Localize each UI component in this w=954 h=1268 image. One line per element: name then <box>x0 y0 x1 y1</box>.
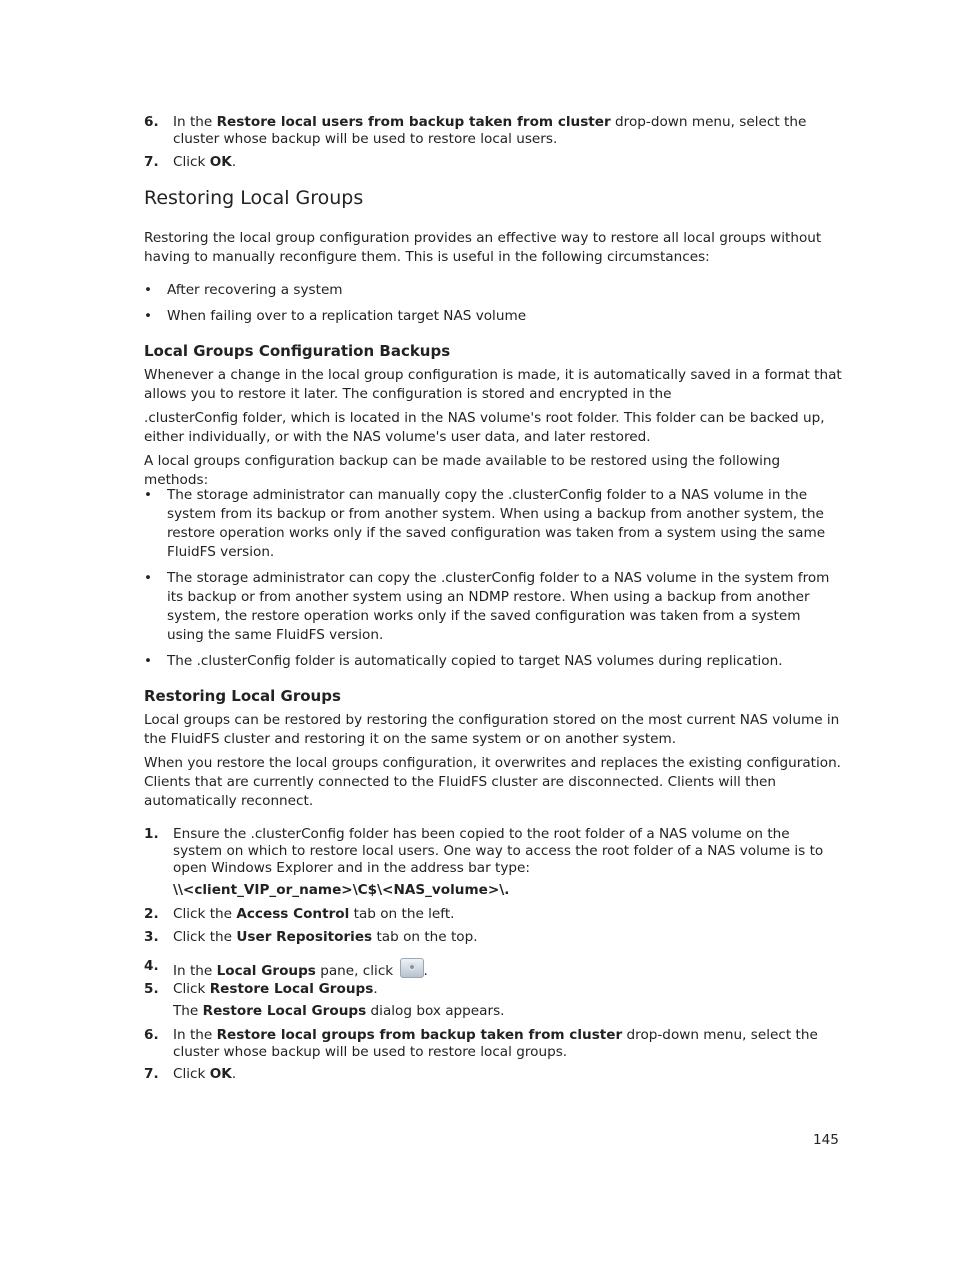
code-text: .clusterConfig <box>440 570 536 586</box>
bullet-text: folder to a NAS volume in the system from its backup or from another system using an NDMP restore. When using a backup from another system, the restore operation works only if the saved configuration was taken from a system using the same FluidFS version. <box>167 570 830 643</box>
step-bold: User Repositories <box>236 929 373 945</box>
restoring-paragraph-1: Local groups can be restored by restoring the configuration stored on the most current NAS volume in the FluidFS cluster and restoring it on the same system or on another system. <box>144 712 840 747</box>
bullet-dot: • <box>144 308 153 324</box>
circumstance-item <box>144 281 834 300</box>
bullet-dot: • <box>144 487 153 503</box>
step-text: folder has been copied to the root folder of a NAS volume on the system on which to restore local users. One way to access the root folder of a NAS volume is to open Windows Explorer and in the address bar type: <box>173 826 824 876</box>
step-number: 7. <box>144 154 159 170</box>
step-text: Click <box>173 981 210 997</box>
step-bold: Restore local users from backup taken from cluster <box>216 114 611 130</box>
step-text: Click <box>173 154 210 170</box>
step-number: 6. <box>144 114 159 130</box>
step-text: Click the <box>173 929 237 945</box>
step-number: 7. <box>144 1066 159 1082</box>
step-text: In the <box>173 1027 217 1043</box>
section-title: Restoring Local Groups <box>144 187 364 209</box>
backups-paragraph-2 <box>144 409 844 447</box>
bullet-dot: • <box>144 653 153 669</box>
bullet-dot: • <box>144 282 153 298</box>
restore-step-3 <box>144 929 834 946</box>
step-text: Click the <box>173 906 237 922</box>
step-text: drop-down menu, select the cluster whose backup will be used to restore local users. <box>173 114 807 147</box>
code-text: .clusterConfig <box>508 487 603 503</box>
code-text: .clusterConfig <box>196 653 291 669</box>
step-bold: OK <box>209 1066 232 1082</box>
step-text: . <box>423 963 428 979</box>
step-note: dialog box appears. <box>366 1003 505 1019</box>
bullet-text: After recovering a system <box>167 282 343 298</box>
step-number: 1. <box>144 826 159 842</box>
step-number: 2. <box>144 906 159 922</box>
step-text: pane, click <box>315 963 398 979</box>
subsection-title-backups: Local Groups Configuration Backups <box>144 342 451 360</box>
step-bold: Restore Local Groups <box>202 1003 367 1019</box>
step-text: tab on the top. <box>372 929 478 945</box>
step-text: . <box>231 154 237 170</box>
top-step-6 <box>144 114 834 148</box>
address-path: \\<client_VIP_or_name>\C$\<NAS_volume>\. <box>173 882 510 898</box>
step-number: 6. <box>144 1027 159 1043</box>
method-item <box>144 486 834 562</box>
subsection-title-restoring: Restoring Local Groups <box>144 687 341 705</box>
gear-icon[interactable] <box>400 958 424 978</box>
step-number: 4. <box>144 958 159 974</box>
step-bold: OK <box>209 154 232 170</box>
step-note: The <box>173 1003 203 1019</box>
restore-step-5 <box>144 981 834 1020</box>
page-number: 145 <box>813 1132 839 1148</box>
bullet-text: When failing over to a replication target NAS volume <box>167 308 527 324</box>
paragraph-text: folder, which is located in the NAS volume's root folder. This folder can be backed up, either individually, or with the NAS volume's user data, and later restored. <box>144 410 825 445</box>
bullet-dot: • <box>144 570 153 586</box>
bullet-text: The storage administrator can copy the <box>167 570 441 586</box>
backups-paragraph-1: Whenever a change in the local group configuration is made, it is automatically saved in a format that allows you to restore it later. The configuration is stored and encrypted in the <box>144 367 842 402</box>
step-text: In the <box>173 963 217 979</box>
step-text: drop-down menu, select the cluster whose backup will be used to restore local groups. <box>173 1027 818 1060</box>
method-item <box>144 569 834 645</box>
step-number: 3. <box>144 929 159 945</box>
backups-paragraph-3: A local groups configuration backup can be made available to be restored using the following methods: <box>144 453 781 488</box>
method-item <box>144 652 834 671</box>
bullet-text: The <box>167 653 197 669</box>
step-text: . <box>373 981 378 997</box>
step-text: . <box>231 1066 237 1082</box>
restore-step-7 <box>144 1066 834 1083</box>
step-text: Click <box>173 1066 210 1082</box>
bullet-text: folder to a NAS volume in the system from its backup or from another system. When using a backup from another system, the restore operation works only if the saved configuration was taken from a system using the same FluidFS version. <box>167 487 826 560</box>
bullet-text: folder is automatically copied to target NAS volumes during replication. <box>290 653 783 669</box>
restore-step-2 <box>144 906 834 923</box>
bullet-text: The storage administrator can manually copy the <box>167 487 509 503</box>
circumstance-item <box>144 307 834 326</box>
step-text: In the <box>173 114 217 130</box>
step-bold: Restore Local Groups <box>209 981 374 997</box>
step-bold: Access Control <box>236 906 350 922</box>
step-bold: Local Groups <box>216 963 316 979</box>
restoring-paragraph-2: When you restore the local groups configuration, it overwrites and replaces the existing configuration. Clients that are currently connected to the FluidFS cluster are disconnected. Clients will then automatically reconnect. <box>144 755 842 809</box>
restore-step-1 <box>144 826 834 899</box>
restore-step-4 <box>144 958 834 980</box>
restore-step-6 <box>144 1027 834 1061</box>
step-number: 5. <box>144 981 159 997</box>
step-bold: Restore local groups from backup taken from cluster <box>216 1027 623 1043</box>
code-text: .clusterConfig <box>144 410 239 426</box>
code-text: .clusterConfig <box>250 826 345 842</box>
step-text: Ensure the <box>173 826 251 842</box>
step-text: tab on the left. <box>349 906 455 922</box>
intro-paragraph: Restoring the local group configuration provides an effective way to restore all local groups without having to manually reconfigure them. This is useful in the following circumstances: <box>144 230 822 265</box>
top-step-7 <box>144 154 834 171</box>
